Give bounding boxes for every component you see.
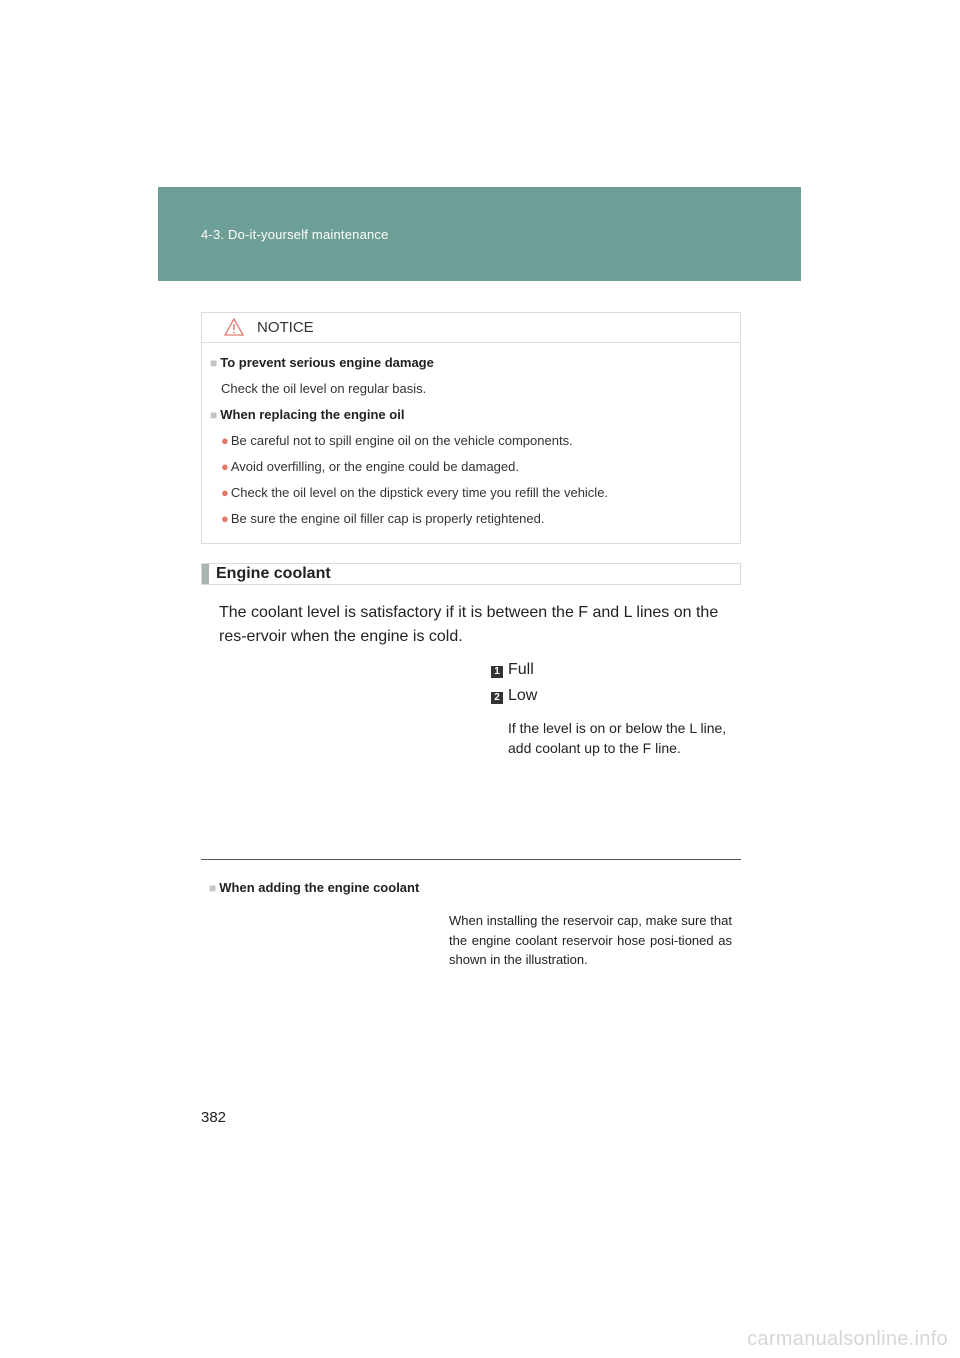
notice-item-heading: ■ To prevent serious engine damage [210,355,434,370]
square-bullet-icon: ■ [210,356,218,370]
heading-bar [202,564,209,584]
warning-triangle-icon [224,318,244,336]
bullet-dot-icon: ● [221,433,229,448]
coolant-note: If the level is on or below the L line, add coolant up to the F line. [508,720,727,756]
coolant-body-text: The coolant level is satisfactory if it is between the F and L lines on the res-ervoir when the engine is cold. [219,604,719,645]
callout-label-low: Low [508,687,538,704]
square-bullet-icon: ■ [209,881,217,895]
notice-title: NOTICE [257,319,314,336]
callout-number-2: 2 [491,692,503,704]
notice-header [202,313,740,343]
watermark: carmanualsonline.info [747,1328,948,1350]
divider-line [201,859,741,860]
callout-label-full: Full [508,661,534,678]
footnote-text: When installing the reservoir cap, make sure that the engine coolant reservoir hose posi-tioned as shown in the illustration. [449,913,732,967]
bullet-dot-icon: ● [221,511,229,526]
notice-bullet: ● Be sure the engine oil filler cap is properly retightened. [221,511,545,526]
engine-coolant-heading [201,563,741,585]
bullet-dot-icon: ● [221,459,229,474]
page-number: 382 [201,1109,227,1126]
callout-number-1: 1 [491,666,503,678]
notice-item-text: Check the oil level on regular basis. [221,381,427,396]
square-bullet-icon: ■ [210,408,218,422]
notice-bullet: ● Be careful not to spill engine oil on the vehicle components. [221,433,573,448]
section-title: 4-3. Do-it-yourself maintenance [201,227,389,242]
heading-text: Engine coolant [216,565,331,582]
notice-item-heading: ■ When replacing the engine oil [210,407,405,422]
section-header-band [158,187,801,281]
notice-bullet: ● Avoid overfilling, or the engine could be damaged. [221,459,519,474]
notice-bullet: ● Check the oil level on the dipstick every time you refill the vehicle. [221,485,609,500]
notice-box [201,312,741,544]
bullet-dot-icon: ● [221,485,229,500]
footnote-heading: ■ When adding the engine coolant [209,880,420,895]
